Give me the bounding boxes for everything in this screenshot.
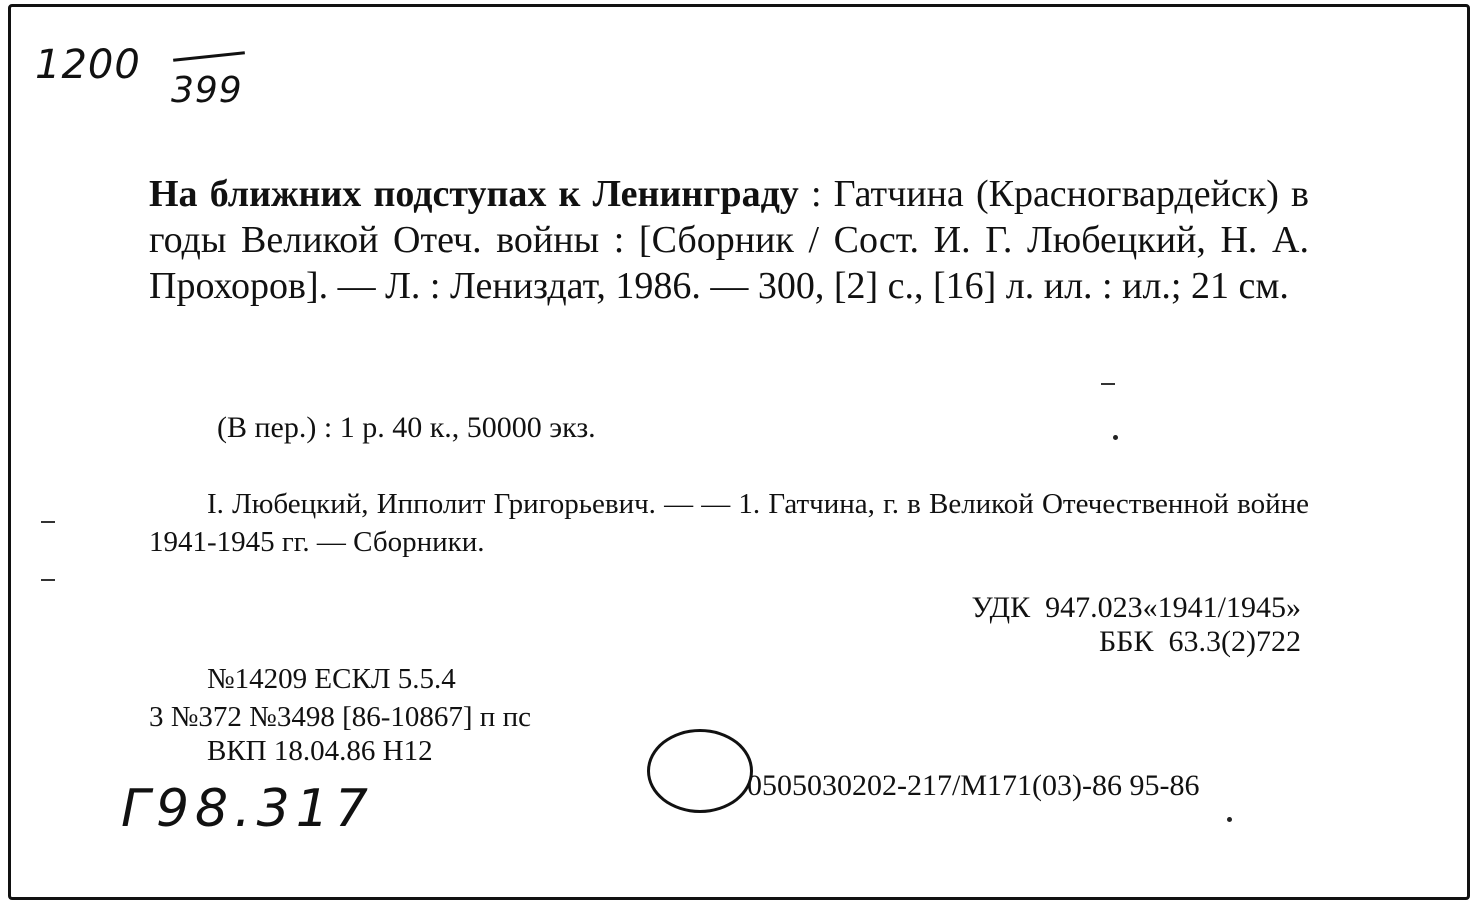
bibliographic-description (149, 171, 1309, 309)
shelf-mark: Г98.317 (121, 779, 374, 839)
tracings: I. Любецкий, Ипполит Григорьевич. — — 1. Гатчина, г. в Великой Отечественной войне 1941-1945 гг. — Сборники. (149, 488, 1309, 558)
scan-speck (1227, 817, 1232, 822)
stamp-circle (647, 729, 753, 813)
inventory-fraction-bar (173, 51, 245, 62)
record-title: На ближних подступах к Ленинграду (149, 173, 799, 215)
technical-line-2: 3 №372 №3498 [86-10867] п пс (149, 701, 531, 733)
technical-line-1: №14209 ЕСКЛ 5.5.4 (207, 663, 456, 695)
inventory-number: 1200 (35, 42, 141, 88)
scan-speck (1101, 383, 1115, 385)
scan-speck (41, 579, 55, 581)
scan-speck (41, 521, 55, 523)
inventory-subnumber: 399 (171, 70, 243, 111)
catalog-card (8, 4, 1470, 900)
record-description: : Гатчина (Красногвардейск) в годы Великой Отеч. войны : [Сборник / Сост. И. Г. Любецкий, Н. А. Прохоров]. — Л. : Лениздат, 1986. — 300, [2] с., [16] л. ил. : ил.; 21 см. (149, 173, 1309, 307)
catalog-code: 0505030202-217/М171(03)-86 95-86 (747, 769, 1200, 802)
technical-line-3: ВКП 18.04.86 Н12 (207, 735, 433, 767)
scan-speck (1113, 435, 1118, 440)
udk-code: УДК 947.023«1941/1945» (971, 591, 1301, 624)
price-line: (В пер.) : 1 р. 40 к., 50000 экз. (217, 411, 596, 444)
bbk-code: ББК 63.3(2)722 (1099, 625, 1301, 658)
